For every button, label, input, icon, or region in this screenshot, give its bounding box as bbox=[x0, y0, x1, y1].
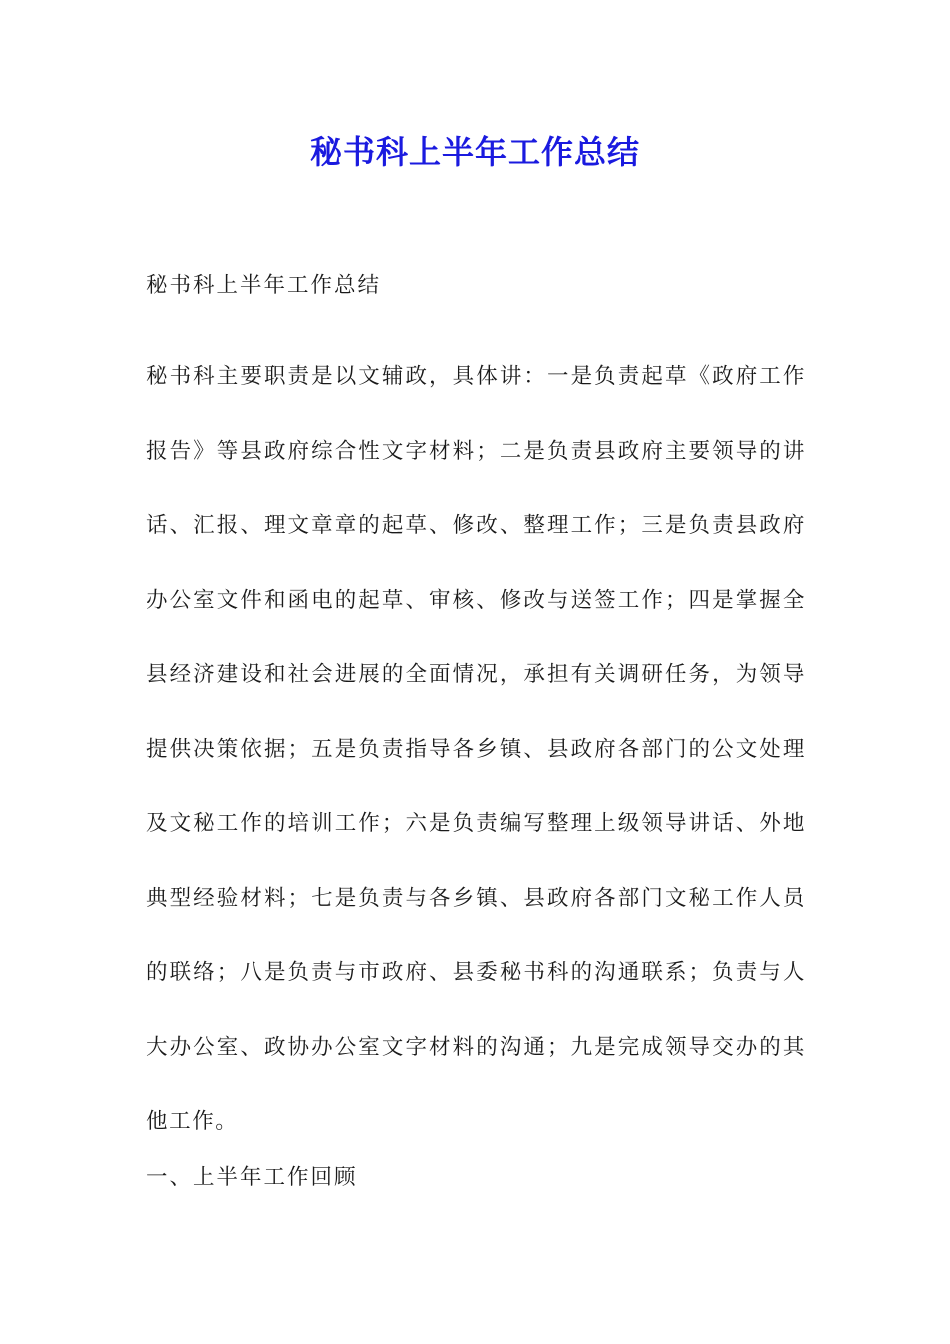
section-heading: 一、上半年工作回顾 bbox=[146, 1165, 358, 1190]
body-paragraph: 秘书科主要职责是以文辅政，具体讲：一是负责起草《政府工作报告》等县政府综合性文字材料；二是负责县政府主要领导的讲话、汇报、理文章章的起草、修改、整理工作；三是负责县政府办公室文件和函电的起草、审核、修改与送签工作；四是掌握全县经济建设和社会进展的全面情况，承担有关调研任务，为领导提供决策依据；五是负责指导各乡镇、县政府各部门的公文处理及文秘工作的培训工作；六是负责编写整理上级领导讲话、外地典型经验材料；七是负责与各乡镇、县政府各部门文秘工作人员的联络；八是负责与市政府、县委秘书科的沟通联系；负责与人大办公室、政协办公室文字材料的沟通；九是完成领导交办的其他工作。 bbox=[146, 364, 806, 1134]
document-subtitle: 秘书科上半年工作总结 bbox=[146, 273, 382, 298]
document-title: 秘书科上半年工作总结 bbox=[309, 133, 640, 171]
